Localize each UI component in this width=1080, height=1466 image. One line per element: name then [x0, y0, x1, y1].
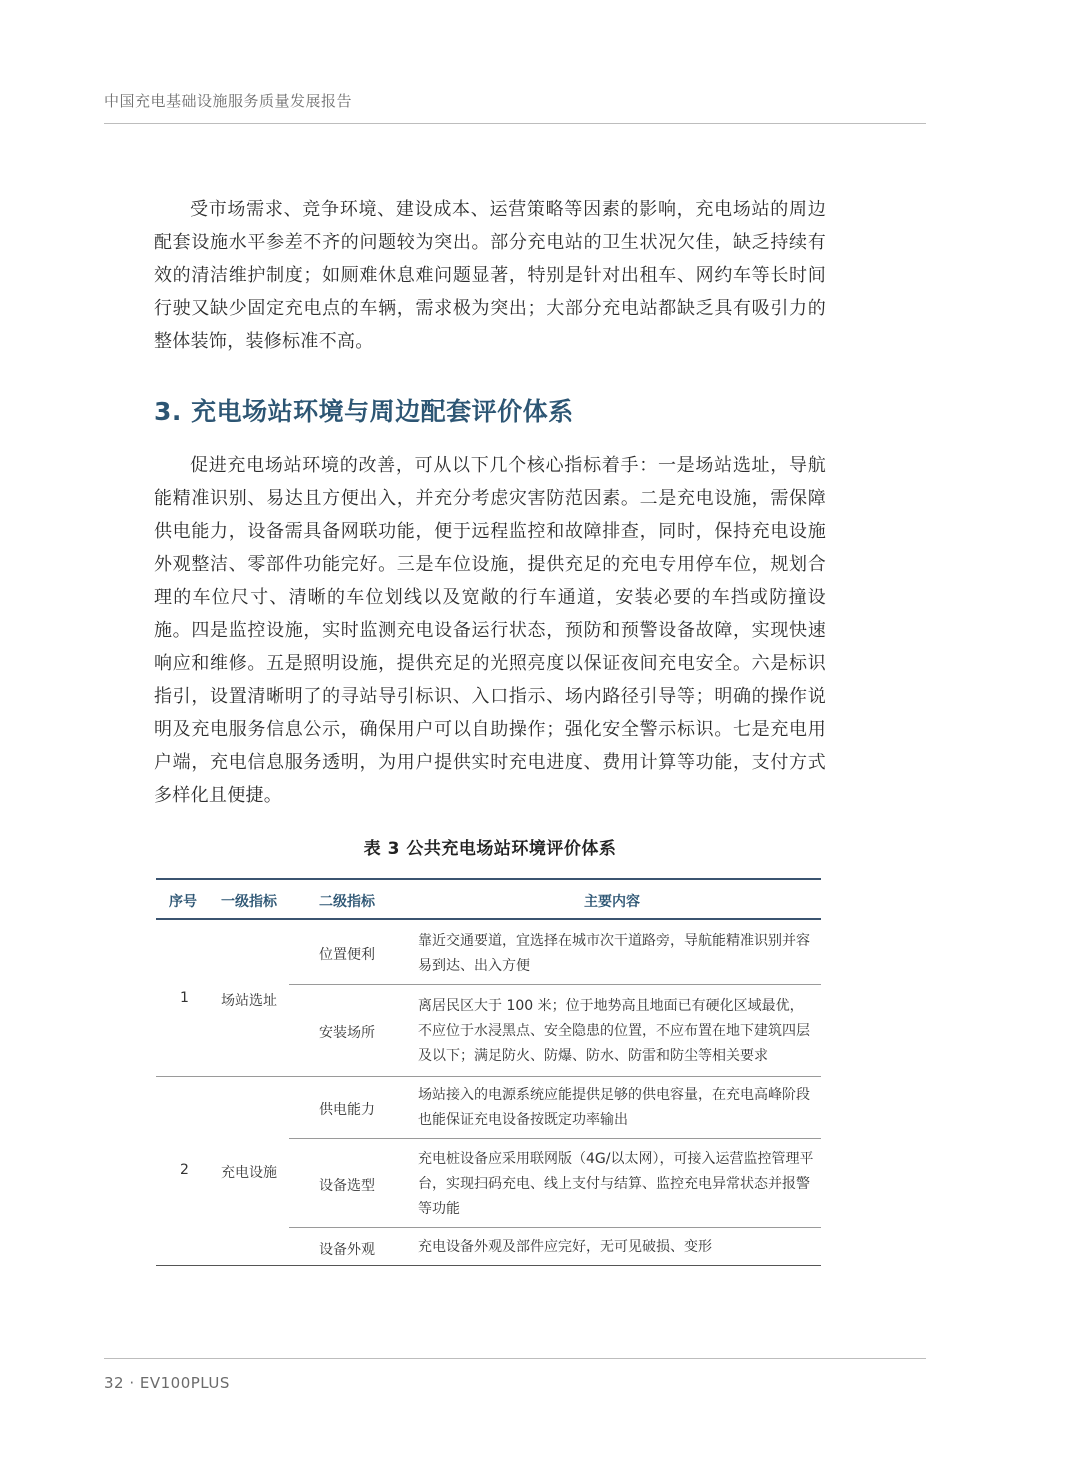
body-paragraph-2: 促进充电场站环境的改善，可从以下几个核心指标着手：一是场站选址，导航能精准识别、易达且方便出入，并充分考虑灾害防范因素。二是充电设施，需保障供电能力，设备需具备网联功能，便于远程监控和故障排查，同时，保持充电设施外观整洁、零部件功能完好。三是车位设施，提供充足的充电专用停车位，规划合理的车位尺寸、清晰的车位划线以及宽敞的行车通道，安装必要的车挡或防撞设施。四是监控设施，实时监测充电设备运行状态，预防和预警设备故障，实现快速响应和维修。五是照明设施，提供充足的光照亮度以保证夜间充电安全。六是标识指引，设置清晰明了的寻站导引标识、入口指示、场内路径引导等；明确的操作说明及充电服务信息公示，确保用户可以自助操作；强化安全警示标识。七是充电用户端，充电信息服务透明，为用户提供实时充电进度、费用计算等功能，支付方式多样化且便捷。: [154, 455, 826, 806]
running-header-title: 中国充电基础设施服务质量发展报告: [104, 92, 353, 110]
footer-divider: [104, 1358, 926, 1359]
evaluation-table: [156, 878, 821, 1268]
row-divider: [289, 1227, 821, 1228]
page-number-footer: 32 · EV100PLUS: [104, 1374, 230, 1392]
row-number: 1: [180, 990, 189, 1006]
section-heading: 3. 充电场站环境与周边配套评价体系: [154, 397, 574, 426]
header-divider: [104, 123, 926, 124]
level2-indicator: 供电能力: [319, 1102, 375, 1118]
content-cell: 靠近交通要道，宜选择在城市次干道路旁，导航能精准识别并容易到达、出入方便: [418, 933, 810, 974]
header-cell-content: 主要内容: [584, 894, 640, 910]
content-cell: 充电桩设备应采用联网版（4G/以太网），可接入运营监控管理平台，实现扫码充电、线上支付与结算、监控充电异常状态并报警等功能: [418, 1151, 814, 1217]
table-header-rule: [156, 918, 821, 920]
row-number: 2: [180, 1162, 189, 1178]
level2-indicator: 安装场所: [319, 1025, 375, 1041]
content-cell: 场站接入的电源系统应能提供足够的供电容量，在充电高峰阶段也能保证充电设备按既定功率输出: [418, 1087, 810, 1128]
group-divider: [156, 1076, 821, 1077]
level2-indicator: 位置便利: [319, 947, 375, 963]
row-divider: [289, 984, 821, 985]
row-divider: [289, 1138, 821, 1139]
header-cell-level1: 一级指标: [221, 894, 277, 910]
table-top-rule: [156, 878, 821, 880]
header-cell-level2: 二级指标: [319, 894, 375, 910]
content-cell: 离居民区大于 100 米；位于地势高且地面已有硬化区域最优，不应位于水浸黑点、安全隐患的位置，不应布置在地下建筑四层及以下；满足防火、防爆、防水、防雷和防尘等相关要求: [418, 998, 810, 1064]
table-title: 表 3 公共充电场站环境评价体系: [363, 839, 617, 859]
level2-indicator: 设备选型: [319, 1178, 375, 1194]
content-cell: 充电设备外观及部件应完好，无可见破损、变形: [418, 1239, 712, 1255]
level2-indicator: 设备外观: [319, 1242, 375, 1258]
level1-indicator: 场站选址: [221, 993, 277, 1009]
header-cell-no: 序号: [169, 894, 197, 910]
level1-indicator: 充电设施: [221, 1165, 277, 1181]
body-paragraph-1: 受市场需求、竞争环境、建设成本、运营策略等因素的影响，充电场站的周边配套设施水平参差不齐的问题较为突出。部分充电站的卫生状况欠佳，缺乏持续有效的清洁维护制度；如厕难休息难问题显著，特别是针对出租车、网约车等长时间行驶又缺少固定充电点的车辆，需求极为突出；大部分充电站都缺乏具有吸引力的整体装饰，装修标准不高。: [154, 199, 826, 352]
table-bottom-rule: [156, 1265, 821, 1266]
